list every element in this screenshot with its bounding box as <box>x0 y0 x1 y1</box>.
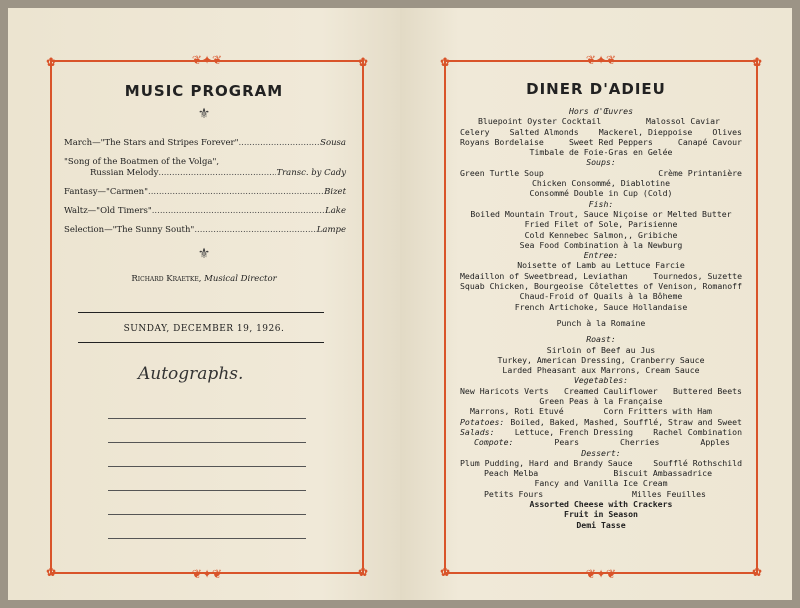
menu-item: Milles Feuilles <box>632 488 706 499</box>
autograph-line <box>108 466 306 467</box>
menu-row <box>460 437 742 447</box>
menu-item: Demi Tasse <box>576 519 626 530</box>
divider <box>78 312 324 313</box>
menu-row <box>460 137 742 147</box>
menu-item: Fancy and Vanilla Ice Cream <box>534 478 668 489</box>
menu-item: Corn Fritters with Ham <box>603 406 712 417</box>
menu-item: Creamed Cauliflower <box>564 385 658 396</box>
autographs-heading: Autographs. <box>138 364 244 384</box>
menu-item: Fried Filet of Sole, Parisienne <box>524 219 678 230</box>
menu-item: Tournedos, Suzette <box>653 270 742 281</box>
menu-row <box>460 281 742 291</box>
menu-item: Potatoes: <box>460 416 505 427</box>
corner-ornament-icon: ✿ <box>440 565 451 579</box>
menu-item: Punch à la Romaine <box>556 317 646 328</box>
corner-ornament-icon: ✿ <box>751 55 762 69</box>
menu-item: Green Turtle Soup <box>460 167 544 178</box>
corner-ornament-icon: ✿ <box>357 565 368 579</box>
event-date: SUNDAY, DECEMBER 19, 1926. <box>123 324 285 334</box>
corner-ornament-icon: ✿ <box>46 565 57 579</box>
menu-list <box>460 106 742 530</box>
program-item: Fantasy—"Carmen" ..... Bizet <box>64 187 346 198</box>
menu-row <box>460 116 742 126</box>
menu-item: Malossol Caviar <box>646 116 720 127</box>
menu-item: Cherries <box>620 437 660 448</box>
menu-item: Apples <box>700 437 730 448</box>
menu-spread <box>8 8 792 600</box>
menu-item: Biscuit Ambassadrice <box>613 468 712 479</box>
divider <box>78 342 324 343</box>
menu-item: Cold Kennebec Salmon,, Gribiche <box>524 229 678 240</box>
corner-ornament-icon: ✿ <box>440 55 451 69</box>
program-item: "Song of the Boatmen of the Volga", <box>64 157 220 167</box>
menu-item: Lettuce, French Dressing <box>514 426 634 437</box>
bottom-ornament-icon: ❦✦❦ <box>585 567 617 581</box>
menu-item: Petits Fours <box>484 488 544 499</box>
diner-title: DINER D'ADIEU <box>526 80 666 98</box>
menu-item: Marrons, Roti Etuvé <box>470 406 564 417</box>
program-item: Selection—"The Sunny South" ..... Lampe <box>64 225 346 236</box>
menu-item: Olives <box>712 126 742 137</box>
crest-icon: ⚜ <box>197 106 211 122</box>
menu-item: Squab Chicken, Bourgeoise <box>460 281 584 292</box>
bottom-ornament-icon: ❦✦❦ <box>191 567 223 581</box>
menu-row <box>460 427 742 437</box>
autograph-line <box>108 490 306 491</box>
menu-row <box>460 489 742 499</box>
top-ornament-icon: ❦✦❦ <box>585 53 617 67</box>
section-heading: Fish: <box>588 198 614 209</box>
menu-item: Rachel Combination <box>653 426 742 437</box>
menu-row <box>460 127 742 137</box>
program-item: Waltz—"Old Timers" ..... Lake <box>64 206 346 217</box>
menu-item: Sirloin of Beef au Jus <box>546 344 656 355</box>
top-ornament-icon: ❦✦❦ <box>191 53 223 67</box>
menu-item: Côtelettes of Venison, Romanoff <box>589 281 742 292</box>
menu-row <box>460 271 742 281</box>
menu-item: Noisette of Lamb au Lettuce Farcie <box>517 260 685 271</box>
menu-item: Soufflé Rothschild <box>653 457 742 468</box>
menu-item: French Artichoke, Sauce Hollandaise <box>514 301 688 312</box>
section-heading: Hors d'Œuvres <box>568 106 634 116</box>
menu-item: Plum Pudding, Hard and Brandy Sauce <box>460 457 633 468</box>
menu-item: Chaud-Froid of Quails à la Bôheme <box>519 291 683 302</box>
menu-item: Green Peas à la Française <box>539 396 663 407</box>
menu-row <box>460 417 742 427</box>
menu-item: Turkey, American Dressing, Cranberry Sauce <box>497 354 705 365</box>
menu-item: Larded Pheasant aux Marrons, Cream Sauce <box>502 365 700 376</box>
menu-item: Chicken Consommé, Diablotine <box>531 178 671 189</box>
autograph-line <box>108 514 306 515</box>
menu-item: Royans Bordelaise <box>460 136 544 147</box>
musical-director: Richard Kraetke, Musical Director <box>131 274 277 284</box>
program-item: March—"The Stars and Stripes Forever" ..... Sousa <box>64 138 346 149</box>
menu-item: Medaillon of Sweetbread, Leviathan <box>460 270 628 281</box>
menu-item: Pears <box>554 437 580 448</box>
section-heading: Soups: <box>586 157 616 168</box>
program-item: Russian Melody ..... Transc. by Cady <box>64 168 346 179</box>
menu-item: Bluepoint Oyster Cocktail <box>478 116 602 127</box>
corner-ornament-icon: ✿ <box>751 565 762 579</box>
left-page <box>8 8 400 600</box>
menu-item: Boiled Mountain Trout, Sauce Niçoise or Melted Butter <box>470 208 732 219</box>
crest-icon: ⚜ <box>197 246 211 262</box>
menu-item: Timbale de Foie-Gras en Gelée <box>529 147 673 158</box>
menu-item: Boiled, Baked, Mashed, Soufflé, Straw and Sweet <box>510 416 742 427</box>
menu-item: Mackerel, Dieppoise <box>598 126 693 137</box>
menu-item: Sea Food Combination à la Newburg <box>519 239 683 250</box>
menu-row <box>460 386 742 396</box>
menu-item: Consommé Double in Cup (Cold) <box>529 188 673 199</box>
corner-ornament-icon: ✿ <box>46 55 57 69</box>
menu-row <box>460 458 742 468</box>
music-program-title: MUSIC PROGRAM <box>124 82 284 100</box>
menu-item: Celery <box>460 126 490 137</box>
menu-item: Salads: <box>460 426 495 437</box>
menu-item: Buttered Beets <box>672 385 742 396</box>
right-page <box>400 8 792 600</box>
corner-ornament-icon: ✿ <box>357 55 368 69</box>
autograph-line <box>108 418 306 419</box>
menu-item: Fruit in Season <box>564 509 638 520</box>
menu-row <box>460 468 742 478</box>
menu-item: New Haricots Verts <box>460 385 549 396</box>
section-heading: Roast: <box>586 334 616 345</box>
program-list <box>64 138 346 236</box>
menu-item: Compote: <box>474 437 514 448</box>
autograph-line <box>108 442 306 443</box>
section-heading: Dessert: <box>581 447 621 458</box>
menu-item: Canapé Cavour <box>677 136 742 147</box>
menu-item: Peach Melba <box>484 468 539 479</box>
menu-item: Assorted Cheese with Crackers <box>529 498 673 509</box>
menu-item: Sweet Red Peppers <box>568 136 653 147</box>
section-heading: Entree: <box>583 250 619 261</box>
section-heading: Vegetables: <box>573 375 629 386</box>
menu-item: Crème Printanière <box>658 167 742 178</box>
menu-item: Salted Almonds <box>509 126 579 137</box>
menu-row <box>460 168 742 178</box>
autograph-line <box>108 538 306 539</box>
menu-row <box>460 406 742 416</box>
